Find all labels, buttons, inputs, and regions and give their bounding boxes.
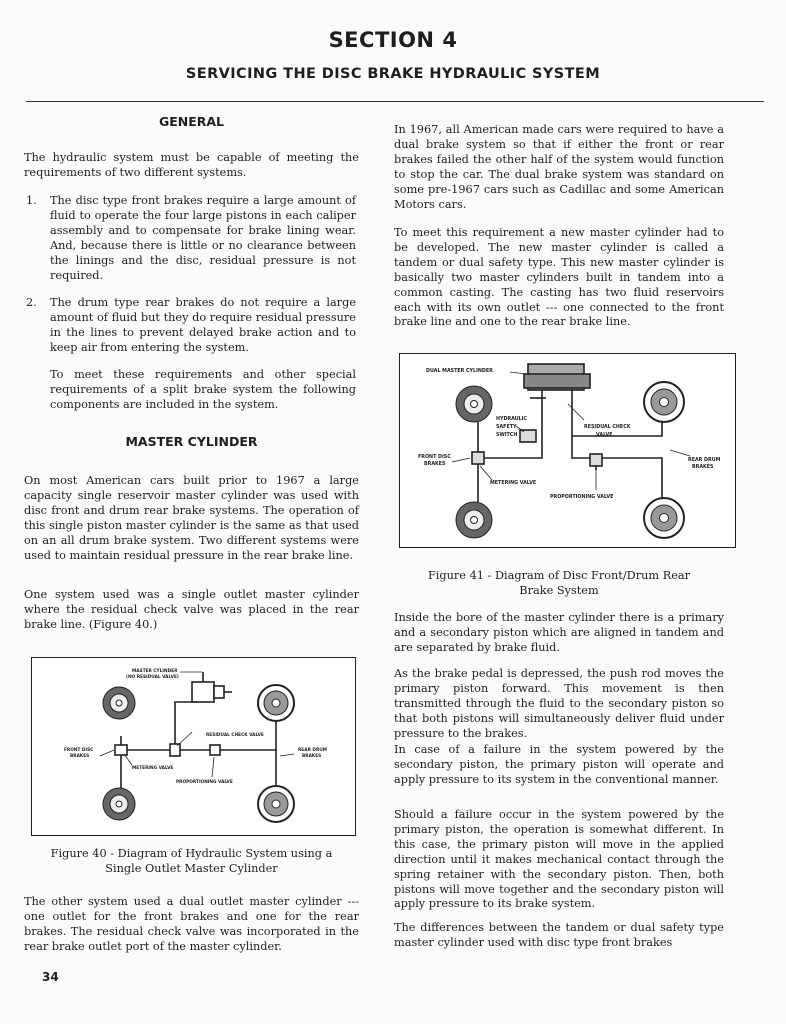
fig41-label-rear-2: BRAKES: [692, 465, 714, 470]
fig41-label-residual-2: VALVE: [596, 433, 613, 438]
fig41-label-hydraulic-3: SWITCH: [496, 433, 518, 438]
fig40-label-front-2: BRAKES: [70, 754, 90, 759]
section-subtitle: SERVICING THE DISC BRAKE HYDRAULIC SYSTEM: [185, 66, 601, 82]
fig41-label-residual-1: RESIDUAL CHECK: [584, 425, 631, 430]
right-paragraph-7: The differences between the tandem or dual safety type master cylinder used with disc type front brakes: [394, 921, 724, 949]
fig41-label-front-1: FRONT DISC: [418, 455, 451, 460]
fig40-metering-valve-icon: [115, 745, 127, 755]
fig40-label-rear-2: BRAKES: [302, 754, 322, 759]
fig40-label-front-1: FRONT DISC: [64, 748, 94, 753]
right-paragraph-5: In case of a failure in the system powered by the secondary piston, the primary piston will operate and apply pressure to its system in the conventional manner.: [394, 743, 724, 786]
general-heading: GENERAL: [158, 114, 225, 129]
fig41-label-rear-1: REAR DRUM: [688, 458, 721, 463]
fig41-label-hydraulic-1: HYDRAULIC: [496, 417, 527, 422]
fig41-label-front-2: BRAKES: [424, 462, 446, 467]
list-item-2: The drum type rear brakes do not require a large amount of fluid but they do require residual pressure in the lines to prevent delayed brake action and to keep air from entering the system.: [50, 296, 356, 354]
fig40-master-cylinder-icon: [192, 682, 214, 702]
figure-40: [31, 657, 356, 836]
list-item-1: The disc type front brakes require a large amount of fluid to operate the four large pistons in each caliper assembly and to compensate for brake lining wear. And, because there is little or no clearance between the linings and the disc, residual pressure is not required.: [50, 194, 356, 282]
figure-40-diagram: [32, 658, 355, 835]
fig40-proportioning-valve-icon: [210, 745, 220, 755]
fig41-label-dual: DUAL MASTER CYLINDER: [426, 369, 493, 374]
master-paragraph-1: On most American cars built prior to 1967 a large capacity single reservoir master cylinder was used with disc front and drum rear brake systems. The operation of this single piston master cylinder is the same as that used on an all drum brake system. Two different systems were used to maintain residual pressure in the rear brake line.: [24, 474, 359, 562]
fig40-residual-valve-icon: [170, 744, 180, 756]
fig41-label-metering: METERING VALVE: [490, 481, 537, 486]
fig41-label-hydraulic-2: SAFETY: [496, 425, 517, 430]
fig41-safety-switch-icon: [520, 430, 536, 442]
fig41-rear-drum-top-icon: [644, 382, 684, 422]
figure-41-caption-line-2: Brake System: [519, 584, 599, 597]
fig41-rear-drum-bottom-icon: [644, 498, 684, 538]
fig40-label-proportioning: PROPORTIONING VALVE: [176, 780, 233, 785]
fig40-rear-drum-top-icon: [258, 685, 294, 721]
right-paragraph-6: Should a failure occur in the system powered by the primary piston, the operation is somewhat different. In this case, the primary piston will move in the applied direction until it makes mechanical contact through the spring retainer with the secondary piston. Then, both pistons will move together and the secondary piston will apply pressure to its brake system.: [394, 808, 724, 911]
fig40-label-master-sub: (NO RESIDUAL VALVE): [126, 675, 179, 680]
list-number-1: 1.: [26, 194, 37, 207]
general-outro: To meet these requirements and other special requirements of a split brake system the following components are included in the system.: [50, 368, 356, 411]
figure-41-diagram: [400, 354, 735, 547]
section-title: SECTION 4: [328, 28, 458, 52]
fig41-front-disc-bottom-icon: [456, 502, 492, 538]
fig41-metering-valve-icon: [472, 452, 484, 464]
figure-40-caption-line-2: Single Outlet Master Cylinder: [105, 862, 278, 875]
figure-40-caption-line-1: Figure 40 - Diagram of Hydraulic System using a: [50, 847, 333, 860]
fig41-proportioning-valve-icon: [590, 454, 602, 466]
page-number: 34: [42, 970, 59, 984]
fig40-label-metering: METERING VALVE: [132, 766, 174, 771]
fig40-rear-drum-bottom-icon: [258, 786, 294, 822]
fig41-front-disc-top-icon: [456, 386, 492, 422]
master-paragraph-2: One system used was a single outlet master cylinder where the residual check valve was placed in the rear brake line. (Figure 40.): [24, 588, 359, 631]
master-cylinder-heading: MASTER CYLINDER: [125, 434, 258, 449]
fig40-front-disc-bottom-icon: [103, 788, 135, 820]
right-paragraph-2: To meet this requirement a new master cylinder had to be developed. The new master cylinder is called a tandem or dual safety type. This new master cylinder is basically two master cylinders built in tandem into a common casting. The casting has two fluid reservoirs each with its own outlet --- one connected to the front brake line and one to the rear brake line.: [394, 226, 724, 329]
list-number-2: 2.: [26, 296, 37, 309]
header-rule: [26, 101, 764, 102]
right-paragraph-3: Inside the bore of the master cylinder there is a primary and a secondary piston which are aligned in tandem and are separated by brake fluid.: [394, 611, 724, 654]
dual-outlet-paragraph: The other system used a dual outlet master cylinder ---one outlet for the front brakes and one for the rear brakes. The residual check valve was incorporated in the rear brake outlet port of the master cylinder.: [24, 895, 359, 953]
fig40-label-residual: RESIDUAL CHECK VALVE: [206, 733, 264, 738]
fig40-front-disc-top-icon: [103, 687, 135, 719]
figure-41-caption-line-1: Figure 41 - Diagram of Disc Front/Drum Rear: [427, 569, 691, 582]
general-intro: The hydraulic system must be capable of meeting the requirements of two different systems.: [24, 151, 359, 179]
fig41-label-proportioning: PROPORTIONING VALVE: [550, 495, 614, 500]
right-paragraph-1: In 1967, all American made cars were required to have a dual brake system so that if either the front or rear brakes failed the other half of the system would function to stop the car. The dual brake system was standard on some pre-1967 cars such as Cadillac and some American Motors cars.: [394, 123, 724, 211]
fig40-label-rear-1: REAR DRUM: [298, 748, 328, 753]
figure-41: [399, 353, 736, 548]
fig40-label-master: MASTER CYLINDER: [132, 669, 178, 674]
right-paragraph-4: As the brake pedal is depressed, the push rod moves the primary piston forward. This movement is then transmitted through the fluid to the secondary piston so that both pistons will simultaneously deliver fluid under pressure to the brakes.: [394, 667, 724, 740]
